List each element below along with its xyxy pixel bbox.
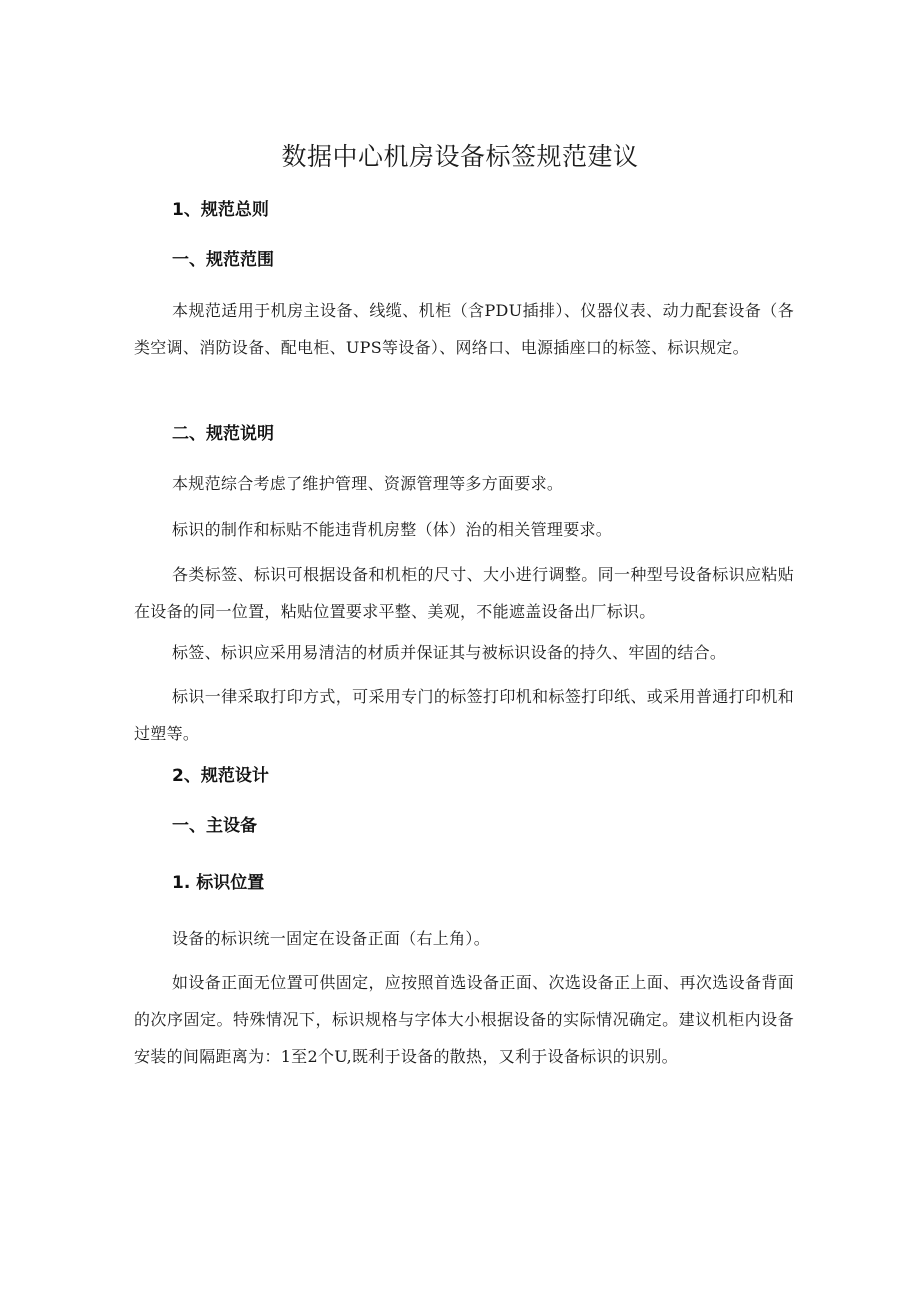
- subsection-heading-label-position: 1. 标识位置: [172, 873, 265, 893]
- paragraph-description-2: 标识的制作和标贴不能违背机房整（体）治的相关管理要求。: [172, 520, 613, 539]
- paragraph-description-1: 本规范综合考虑了维护管理、资源管理等多方面要求。: [172, 474, 564, 493]
- paragraph-description-5: 标识一律采取打印方式，可采用专门的标签打印机和标签打印纸、或采用普通打印机和过塑等。: [134, 687, 794, 743]
- paragraph-description-4: 标签、标识应采用易清洁的材质并保证其与被标识设备的持久、牢固的结合。: [172, 643, 727, 662]
- paragraph-label-position-1: 设备的标识统一固定在设备正面（右上角）。: [172, 929, 491, 948]
- document-title: 数据中心机房设备标签规范建议: [281, 142, 639, 171]
- paragraph-description-3: 各类标签、标识可根据设备和机柜的尺寸、大小进行调整。同一种型号设备标识应粘贴在设备的同一位置，粘贴位置要求平整、美观，不能遮盖设备出厂标识。: [134, 565, 794, 621]
- paragraph-scope: 本规范适用于机房主设备、线缆、机柜（含PDU插排）、仪器仪表、动力配套设备（各类空调、消防设备、配电柜、UPS等设备）、网络口、电源插座口的标签、标识规定。: [134, 301, 794, 357]
- subsection-heading-description: 二、规范说明: [172, 424, 274, 444]
- section-heading-design: 2、规范设计: [172, 766, 269, 786]
- section-heading-general: 1、规范总则: [172, 200, 269, 220]
- subsection-heading-main-equipment: 一、主设备: [172, 816, 257, 836]
- subsection-heading-scope: 一、规范范围: [172, 250, 274, 270]
- paragraph-label-position-2: 如设备正面无位置可供固定，应按照首选设备正面、次选设备正上面、再次选设备背面的次序固定。特殊情况下，标识规格与字体大小根据设备的实际情况确定。建议机柜内设备安装的间隔距离为：1至2个U,既利于设备的散热，又利于设备标识的识别。: [134, 973, 794, 1066]
